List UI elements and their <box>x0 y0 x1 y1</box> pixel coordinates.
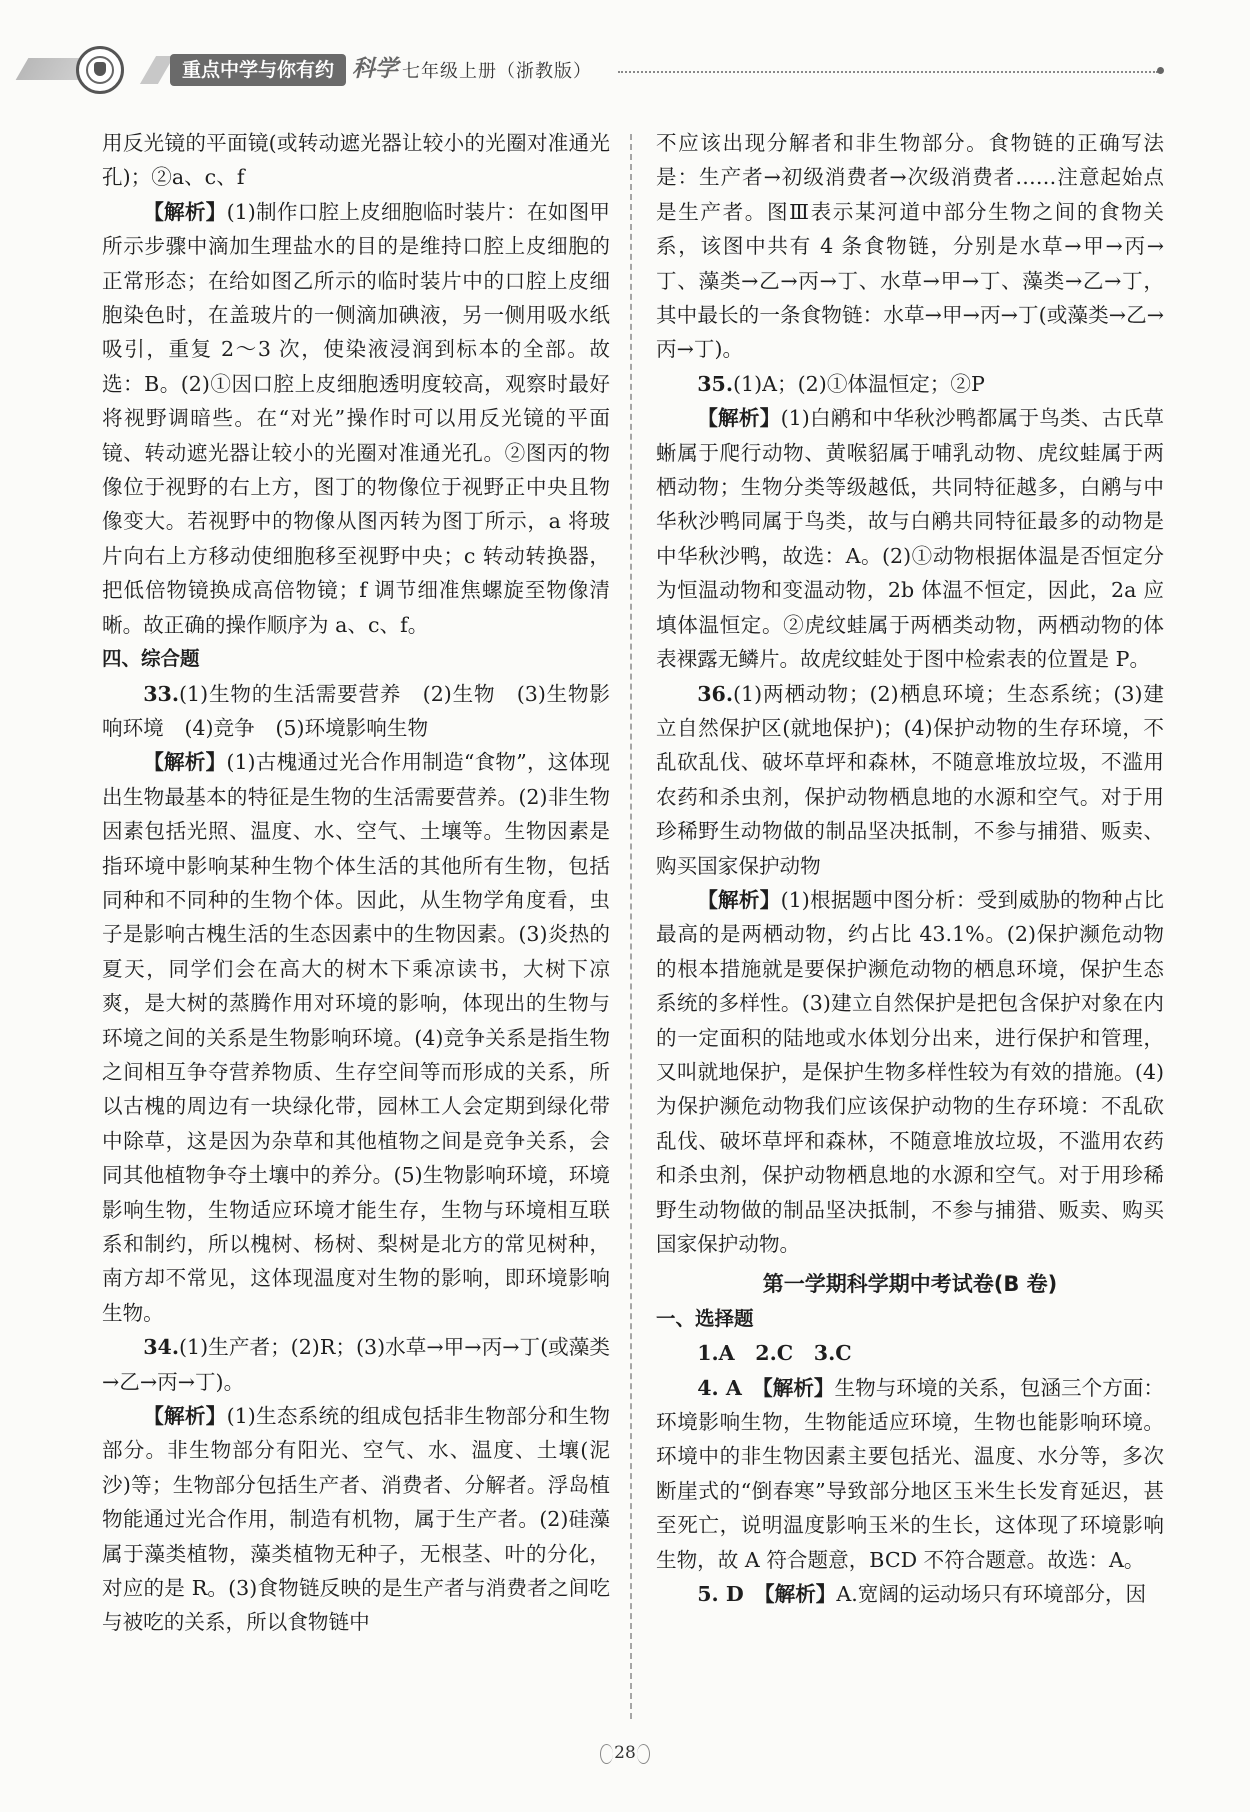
analysis-35 <box>656 401 1164 676</box>
question-number-4: 4. A <box>697 1375 742 1400</box>
answer-34 <box>102 1330 610 1399</box>
question-number-5: 5. D <box>697 1582 744 1607</box>
analysis-5-text: A.宽阔的运动场只有环境部分，因 <box>836 1582 1147 1607</box>
analysis-label: 【解析】 <box>143 1404 227 1429</box>
analysis-35-text: (1)白鹇和中华秋沙鸭都属于鸟类、古氏草蜥属于爬行动物、黄喉貂属于哺乳动物、虎纹蛙属于两栖动物；生物分类等级越低，共同特征越多，白鹇与中华秋沙鸭同属于鸟类，故与白鹇共同特征最多的动物是中华秋沙鸭，故选：A。(2)①动物根据体温是否恒定分为恒温动物和变温动物，2b 体温不恒定，因此，2a 应填体温恒定。②虎纹蛙属于两栖类动物，两栖动物的体表裸露无鳞片。故虎纹蛙处于图中检索表的位置是 P。 <box>656 406 1165 672</box>
page-number: 28 <box>598 1738 652 1768</box>
analysis-33-text: (1)古槐通过光合作用制造“食物”，这体现出生物最基本的特征是生物的生活需要营养。(2)非生物因素包括光照、温度、水、空气、土壤等。生物因素是指环境中影响某种生物个体生活的其他所有生物，包括同种和不同种的生物个体。因此，从生物学角度看，虫子是影响古槐生活的生态因素中的生物因素。(3)炎热的夏天，同学们会在高大的树木下乘凉读书，大树下凉爽，是大树的蒸腾作用对环境的影响，体现出的生物与环境之间的关系是生物影响环境。(4)竞争关系是指生物之间相互争夺营养物质、生存空间等而形成的关系，所以古槐的周边有一块绿化带，园林工人会定期到绿化带中除草，这是因为杂草和其他植物之间是竞争关系，会同其他植物争夺土壤中的养分。(5)生物影响环境，环境影响生物，生物适应环境才能生存，生物与环境相互联系和制约，所以槐树、杨树、梨树是北方的常见树种，南方却不常见，这体现温度对生物的影响，即环境影响生物。 <box>102 750 610 1325</box>
analysis-label: 【解析】 <box>697 406 781 431</box>
question-number-36: 36. <box>697 681 734 706</box>
answer-34-text: (1)生产者；(2)R；(3)水草→甲→丙→丁(或藻类→乙→丙→丁)。 <box>102 1335 610 1394</box>
answers-1-3: 1.A 2.C 3.C <box>697 1341 852 1366</box>
analysis-label: 【解析】 <box>143 750 227 775</box>
question-number-34: 34. <box>143 1335 180 1360</box>
answer-36-text: (1)两栖动物；(2)栖息环境；生态系统；(3)建立自然保护区(就地保护)；(4)保护动物的生存环境，不乱砍乱伐、破坏草坪和森林，不随意堆放垃圾，不滥用农药和杀虫剂，保护动物栖息地的水源和空气。对于用珍稀野生动物做的制品坚决抵制，不参与捕猎、贩卖、购买国家保护动物 <box>656 681 1164 878</box>
answer-32-cont: 用反光镜的平面镜(或转动遮光器让较小的光圈对准通光孔)；②a、c、f <box>102 131 610 190</box>
analysis-label: 【解析】 <box>764 1582 837 1607</box>
analysis-label: 【解析】 <box>143 199 227 224</box>
analysis-34-text: (1)生态系统的组成包括非生物部分和生物部分。非生物部分有阳光、空气、水、温度、土壤(泥沙)等；生物部分包括生产者、消费者、分解者。浮岛植物能通过光合作用，制造有机物，属于生产者。(2)硅藻属于藻类植物，藻类植物无种子，无根茎、叶的分化，对应的是 R。(3)食物链反映的是生产者与消费者之间吃与被吃的关系，所以食物链中 <box>102 1404 611 1635</box>
answer-5 <box>656 1577 1164 1611</box>
exam-title: 第一学期科学期中考试卷(B 卷) <box>762 1272 1058 1297</box>
header-decor-slash <box>140 56 174 84</box>
section-heading-4: 四、综合题 <box>102 647 200 671</box>
grade-edition: 七年级上册（浙教版） <box>402 61 592 82</box>
question-number-33: 33. <box>143 681 180 706</box>
answer-33 <box>102 677 610 746</box>
left-column <box>102 126 610 1640</box>
right-column <box>656 126 1164 1611</box>
analysis-label: 【解析】 <box>697 887 781 912</box>
subject-title: 科学 <box>352 56 398 82</box>
question-number-35: 35. <box>697 371 734 396</box>
analysis-33 <box>102 745 610 1330</box>
analysis-4-text: 生物与环境的关系，包涵三个方面：环境影响生物，生物能适应环境，生物也能影响环境。环境中的非生物因素主要包括光、温度、水分等，多次断崖式的“倒春寒”导致部分地区玉米生长发育延迟，甚至死亡，说明温度影响玉米的生长，这体现了环境影响生物，故 A 符合题意，BCD 不符合题意。故选：A。 <box>656 1375 1165 1572</box>
school-logo-icon <box>76 46 124 94</box>
section-heading-1: 一、选择题 <box>656 1306 754 1330</box>
answer-36 <box>656 677 1164 883</box>
analysis-32-text: (1)制作口腔上皮细胞临时装片：在如图甲所示步骤中滴加生理盐水的目的是维持口腔上皮细胞的正常形态；在给如图乙所示的临时装片中的口腔上皮细胞染色时，在盖玻片的一侧滴加碘液，另一侧用吸水纸吸引，重复 2～3 次，使染液浸润到标本的全部。故选：B。(2)①因口腔上皮细胞透明度较高，观察时最好将视野调暗些。在“对光”操作时可以用反光镜的平面镜、转动遮光器让较小的光圈对准通光孔。②图丙的物像位于视野的右上方，图丁的物像位于视野正中央且物像变大。若视野中的物像从图丙转为图丁所示，a 将玻片向右上方移动使细胞移至视野中央；c 转动转换器，把低倍物镜换成高倍物镜；f 调节细准焦螺旋至物像清晰。故正确的操作顺序为 a、c、f。 <box>102 199 611 637</box>
column-divider <box>630 134 632 1719</box>
analysis-36 <box>656 883 1164 1261</box>
analysis-label: 【解析】 <box>762 1375 835 1400</box>
analysis-34-cont: 不应该出现分解者和非生物部分。食物链的正确写法是：生产者→初级消费者→次级消费者……注意起始点是生产者。图Ⅲ表示某河道中部分生物之间的食物关系，该图中共有 4 条食物链，分别是水草→甲→丙→丁、藻类→乙→丙→丁、水草→甲→丁、藻类→乙→丁，其中最长的一条食物链：水草→甲→丙→丁(或藻类→乙→丙→丁)。 <box>656 131 1164 362</box>
answer-33-text: (1)生物的生活需要营养 (2)生物 (3)生物影响环境 (4)竞争 (5)环境影响生物 <box>102 681 610 740</box>
analysis-32 <box>102 195 610 642</box>
answer-4 <box>656 1371 1164 1577</box>
answer-35 <box>656 367 1164 401</box>
analysis-36-text: (1)根据题中图分析：受到威胁的物种占比最高的是两栖动物，约占比 43.1%。(2)保护濒危动物的根本措施就是要保护濒危动物的栖息环境，保护生态系统的多样性。(3)建立自然保护是把包含保护对象在内的一定面积的陆地或水体划分出来，进行保护和管理，又叫就地保护，是保护生物多样性较为有效的措施。(4)为保护濒危动物我们应该保护动物的生存环境：不乱砍乱伐、破坏草坪和森林，不随意堆放垃圾，不滥用农药和杀虫剂，保护动物栖息地的水源和空气。对于用珍稀野生动物做的制品坚决抵制，不参与捕猎、贩卖、购买国家保护动物。 <box>656 887 1165 1256</box>
answer-35-text: (1)A；(2)①体温恒定；②P <box>733 371 985 396</box>
analysis-34 <box>102 1399 610 1640</box>
series-title: 重点中学与你有约 <box>170 54 346 86</box>
header-rule-dot <box>1157 67 1164 74</box>
header-rule <box>618 71 1158 73</box>
page-header <box>0 0 1250 120</box>
